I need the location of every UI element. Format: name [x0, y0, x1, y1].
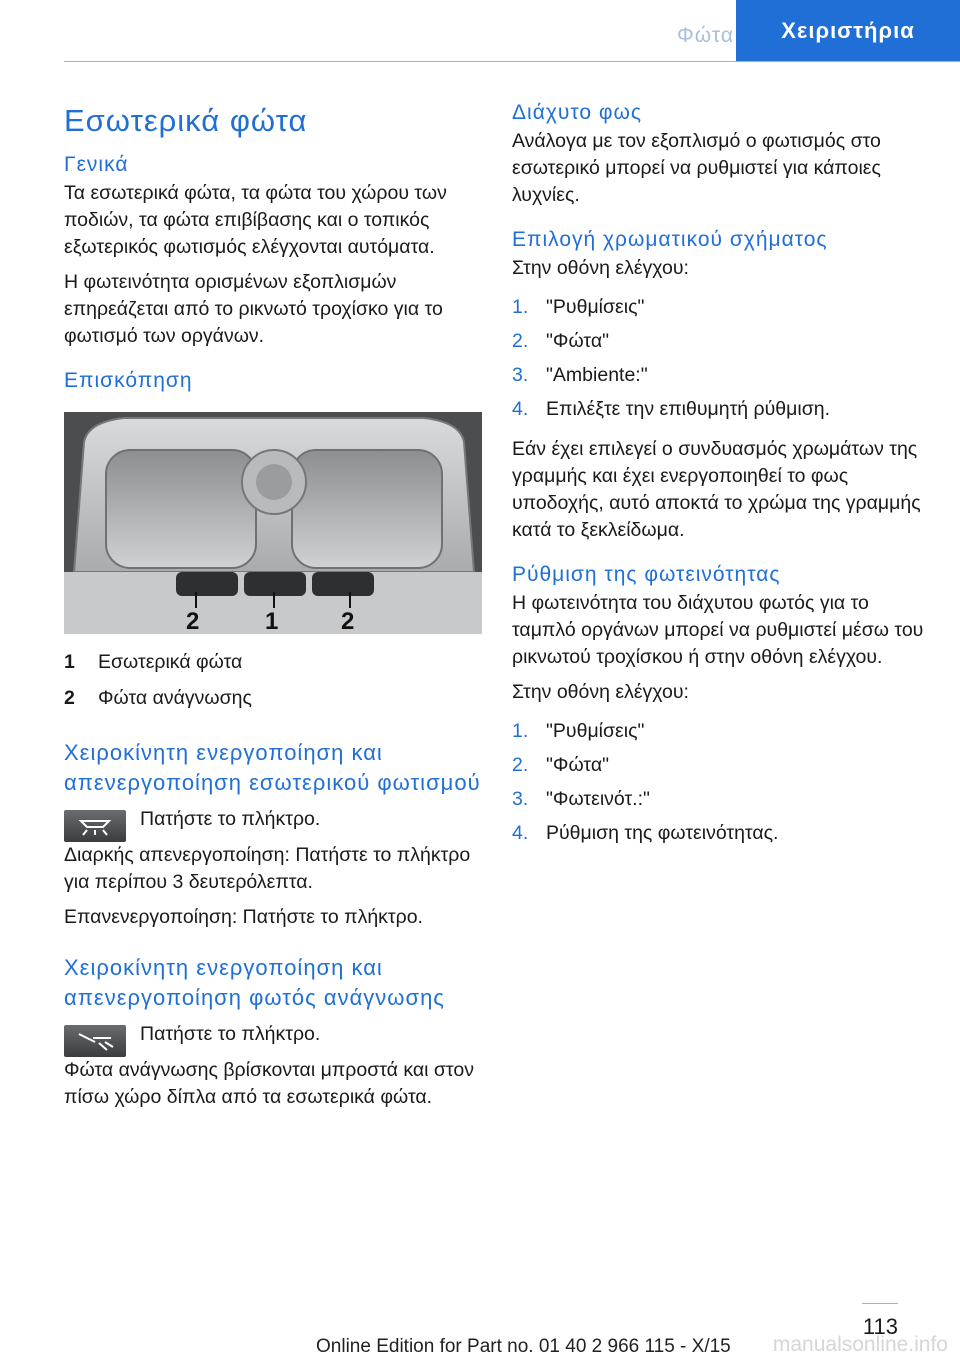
manual-reading-heading: Χειροκίνητη ενεργοποίηση και απενεργοποίηση φωτός ανάγνωσης — [64, 955, 445, 1010]
step-number: 2. — [512, 330, 529, 352]
left-column — [64, 98, 482, 1119]
brightness-heading: Ρύθμιση της φωτεινότητας — [512, 563, 781, 586]
photo-label-center: 1 — [265, 608, 279, 634]
step-text: "Ρυθμίσεις" — [546, 720, 645, 742]
step-number: 4. — [512, 822, 529, 844]
page-number-divider — [862, 1303, 898, 1304]
manual-interior-heading: Χειροκίνητη ενεργοποίηση και απενεργοποίηση εσωτερικού φωτισμού — [64, 740, 481, 795]
reading-press-instruction: Πατήστε το πλήκτρο. — [140, 1023, 321, 1045]
reading-lights-paragraph: Φώτα ανάγνωσης βρίσκονται μπροστά και στον πίσω χώρο δίπλα από τα εσωτερικά φώτα. — [64, 1059, 474, 1108]
legend-number: 1 — [64, 651, 75, 673]
step-text: Ρύθμιση της φωτεινότητας. — [546, 822, 779, 844]
step-number: 2. — [512, 754, 529, 776]
interior-press-instruction: Πατήστε το πλήκτρο. — [140, 808, 321, 830]
list-item — [512, 324, 928, 358]
interior-light-button-row — [64, 806, 482, 842]
header-section-tab[interactable]: Φώτα — [677, 24, 734, 47]
step-text: "Ambiente:" — [546, 364, 648, 386]
general-paragraph-1: Τα εσωτερικά φώτα, τα φώτα του χώρου των ποδιών, τα φώτα επιβίβασης και ο τοπικός εξωτερικός φωτισμός ελέγχονται αυτόματα. — [64, 182, 447, 258]
legend-text: Εσωτερικά φώτα — [98, 651, 243, 673]
list-item — [512, 714, 928, 748]
step-text: "Ρυθμίσεις" — [546, 296, 645, 318]
step-text: "Φωτεινότ.:" — [546, 788, 650, 810]
page-header — [64, 0, 960, 62]
list-item — [512, 392, 928, 426]
brightness-paragraph: Η φωτεινότητα του διάχυτου φωτός για το ταμπλό οργάνων μπορεί να ρυθμιστεί μέσω του ρικνωτού τροχίσκου ή στην οθόνη ελέγχου. — [512, 592, 924, 668]
list-item — [512, 816, 928, 850]
step-text: Επιλέξτε την επιθυμητή ρύθμιση. — [546, 398, 830, 420]
step-number: 1. — [512, 296, 529, 318]
color-intro: Στην οθόνη ελέγχου: — [512, 257, 689, 279]
color-steps-list — [512, 290, 928, 426]
legend-item — [64, 644, 482, 680]
list-item — [512, 782, 928, 816]
photo-label-left: 2 — [186, 608, 200, 634]
general-heading: Γενικά — [64, 153, 129, 176]
header-divider — [64, 61, 960, 62]
list-item — [512, 358, 928, 392]
interior-on-paragraph: Επανενεργοποίηση: Πατήστε το πλήκτρο. — [64, 906, 423, 928]
photo-label-right: 2 — [341, 608, 355, 634]
interior-light-button-icon — [64, 810, 126, 842]
ambient-paragraph: Ανάλογα με τον εξοπλισμό ο φωτισμός στο εσωτερικό μπορεί να ρυθμιστεί για κάποιες λυχνίες. — [512, 130, 881, 206]
page-number: 113 — [862, 1314, 898, 1339]
right-column — [512, 98, 928, 860]
list-item — [512, 290, 928, 324]
general-paragraph-2: Η φωτεινότητα ορισμένων εξοπλισμών επηρεάζεται από το ρικνωτό τροχίσκο για το φωτισμό των οργάνων. — [64, 271, 443, 347]
legend-number: 2 — [64, 687, 75, 709]
overview-heading: Επισκόπηση — [64, 369, 193, 392]
legend-item — [64, 680, 482, 716]
step-number: 3. — [512, 788, 529, 810]
interior-lights-illustration — [64, 412, 482, 634]
page-title: Εσωτερικά φώτα — [64, 103, 308, 138]
ambient-heading: Διάχυτο φως — [512, 101, 642, 124]
list-item — [512, 748, 928, 782]
header-chapter-tab[interactable]: Χειριστήρια — [736, 0, 960, 62]
brightness-steps-list — [512, 714, 928, 850]
step-text: "Φώτα" — [546, 754, 610, 776]
step-number: 1. — [512, 720, 529, 742]
dome-light-icon — [73, 815, 117, 837]
step-number: 3. — [512, 364, 529, 386]
watermark: manualsonline.info — [772, 1333, 948, 1356]
interior-lights-photo — [64, 412, 482, 634]
edition-footer: Online Edition for Part no. 01 40 2 966 115 - X/15 — [316, 1336, 731, 1357]
step-text: "Φώτα" — [546, 330, 610, 352]
brightness-intro: Στην οθόνη ελέγχου: — [512, 681, 689, 703]
step-number: 4. — [512, 398, 529, 420]
reading-light-button-icon — [64, 1025, 126, 1057]
reading-light-button-row — [64, 1021, 482, 1057]
photo-legend — [64, 644, 482, 716]
reading-light-icon — [73, 1030, 117, 1052]
color-paragraph: Εάν έχει επιλεγεί ο συνδυασμός χρωμάτων της γραμμής και έχει ενεργοποιηθεί το φως υποδοχής, αυτό αποκτά το χρώμα της γραμμής κατά το ξεκλείδωμα. — [512, 438, 921, 541]
legend-text: Φώτα ανάγνωσης — [98, 687, 252, 709]
interior-off-paragraph: Διαρκής απενεργοποίηση: Πατήστε το πλήκτρο για περίπου 3 δευτερόλεπτα. — [64, 844, 471, 893]
color-scheme-heading: Επιλογή χρωματικού σχήματος — [512, 228, 828, 251]
